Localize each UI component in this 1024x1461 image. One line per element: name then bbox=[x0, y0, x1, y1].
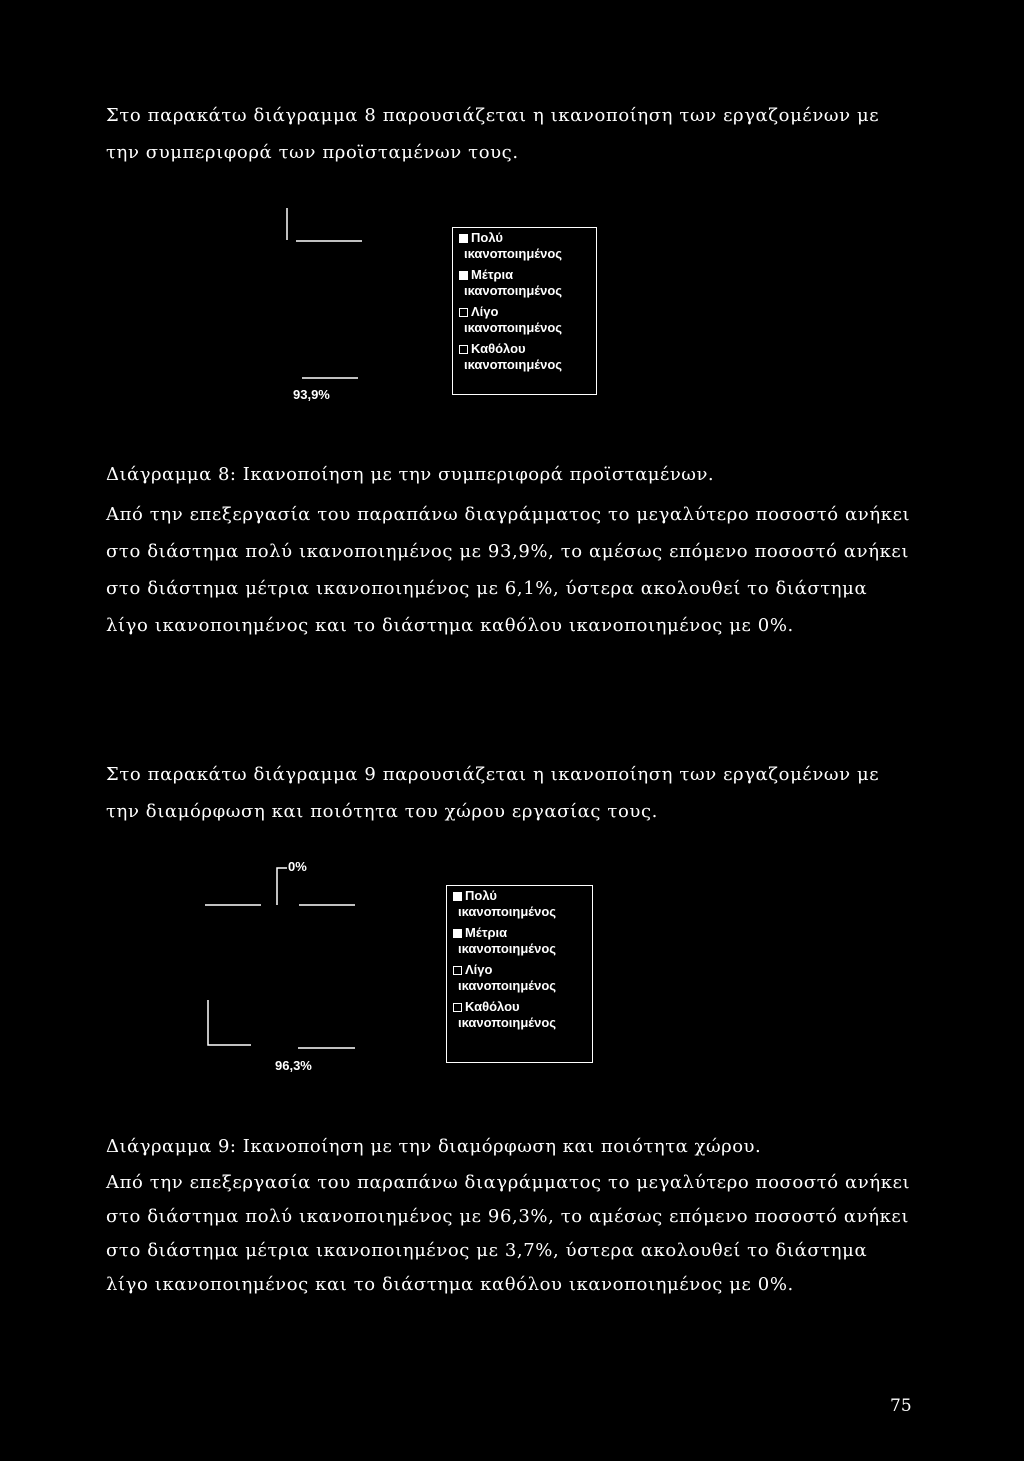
leader-line bbox=[208, 1000, 251, 1045]
legend-item bbox=[459, 267, 592, 299]
page-number: 75 bbox=[890, 1396, 912, 1416]
legend-swatch-filled bbox=[459, 234, 468, 243]
figure-caption-8: Διάγραμμα 8: Ικανοποίηση με την συμπεριφορά προϊσταμένων. bbox=[106, 464, 715, 485]
analysis-paragraph-9: Από την επεξεργασία του παραπάνω διαγράμματος το μεγαλύτερο ποσοστό ανήκει στο διάστημα πολύ ικανοποιημένος με 96,3%, το αμέσως επόμενο ποσοστό ανήκει στο διάστημα μέτρια ικανοποιημένος με 3,7%, ύστερα ακολουθεί το διάστημα λίγο ικανοποιημένος και το διάστημα καθόλου ικανοποιημένος με 0%. bbox=[106, 1172, 911, 1295]
legend-label-sub: ικανοποιημένος bbox=[464, 246, 563, 261]
intro-paragraph-8: Στο παρακάτω διάγραμμα 8 παρουσιάζεται η ικανοποίηση των εργαζομένων με την συμπεριφορά των προϊσταμένων τους. bbox=[106, 105, 880, 163]
figure-caption-9: Διάγραμμα 9: Ικανοποίηση με την διαμόρφωση και ποιότητα χώρου. bbox=[106, 1136, 762, 1157]
analysis-paragraph-8: Από την επεξεργασία του παραπάνω διαγράμματος το μεγαλύτερο ποσοστό ανήκει στο διάστημα πολύ ικανοποιημένος με 93,9%, το αμέσως επόμενο ποσοστό ανήκει στο διάστημα μέτρια ικανοποιημένος με 6,1%, ύστερα ακολουθεί το διάστημα λίγο ικανοποιημένος και το διάστημα καθόλου ικανοποιημένος με 0%. bbox=[106, 504, 911, 636]
legend-swatch-hollow bbox=[453, 1003, 462, 1012]
legend-swatch-hollow bbox=[459, 308, 468, 317]
data-label: 0% bbox=[288, 859, 307, 874]
intro-paragraph-9: Στο παρακάτω διάγραμμα 9 παρουσιάζεται η ικανοποίηση των εργαζομένων με την διαμόρφωση και ποιότητα του χώρου εργασίας τους. bbox=[106, 764, 880, 822]
legend-item bbox=[459, 304, 592, 336]
legend-label: Πολύ bbox=[471, 230, 503, 245]
chart-8-legend bbox=[452, 227, 597, 395]
legend-label: Πολύ bbox=[465, 888, 497, 903]
legend-label: Καθόλου bbox=[471, 341, 526, 356]
legend-item bbox=[453, 888, 588, 920]
legend-item bbox=[453, 962, 588, 994]
legend-swatch-filled bbox=[453, 929, 462, 938]
legend-swatch-hollow bbox=[459, 345, 468, 354]
legend-label: Καθόλου bbox=[465, 999, 520, 1014]
legend-label: Μέτρια bbox=[471, 267, 514, 282]
legend-item bbox=[459, 341, 592, 373]
legend-label-sub: ικανοποιημένος bbox=[458, 941, 557, 956]
data-label: 96,3% bbox=[275, 1058, 312, 1073]
data-label: 93,9% bbox=[293, 387, 330, 402]
legend-label-sub: ικανοποιημένος bbox=[464, 357, 563, 372]
chart-8 bbox=[270, 200, 610, 410]
legend-label-sub: ικανοποιημένος bbox=[464, 320, 563, 335]
chart-9-legend bbox=[446, 885, 593, 1063]
legend-swatch-hollow bbox=[453, 966, 462, 975]
legend-swatch-filled bbox=[453, 892, 462, 901]
legend-item bbox=[459, 230, 592, 262]
leader-line bbox=[277, 868, 287, 905]
legend-item bbox=[453, 999, 588, 1031]
legend-label: Μέτρια bbox=[465, 925, 508, 940]
chart-9 bbox=[195, 850, 615, 1080]
legend-label-sub: ικανοποιημένος bbox=[458, 1015, 557, 1030]
legend-item bbox=[453, 925, 588, 957]
legend-label-sub: ικανοποιημένος bbox=[458, 904, 557, 919]
legend-label: Λίγο bbox=[471, 304, 499, 319]
legend-swatch-filled bbox=[459, 271, 468, 280]
legend-label-sub: ικανοποιημένος bbox=[458, 978, 557, 993]
legend-label-sub: ικανοποιημένος bbox=[464, 283, 563, 298]
legend-label: Λίγο bbox=[465, 962, 493, 977]
